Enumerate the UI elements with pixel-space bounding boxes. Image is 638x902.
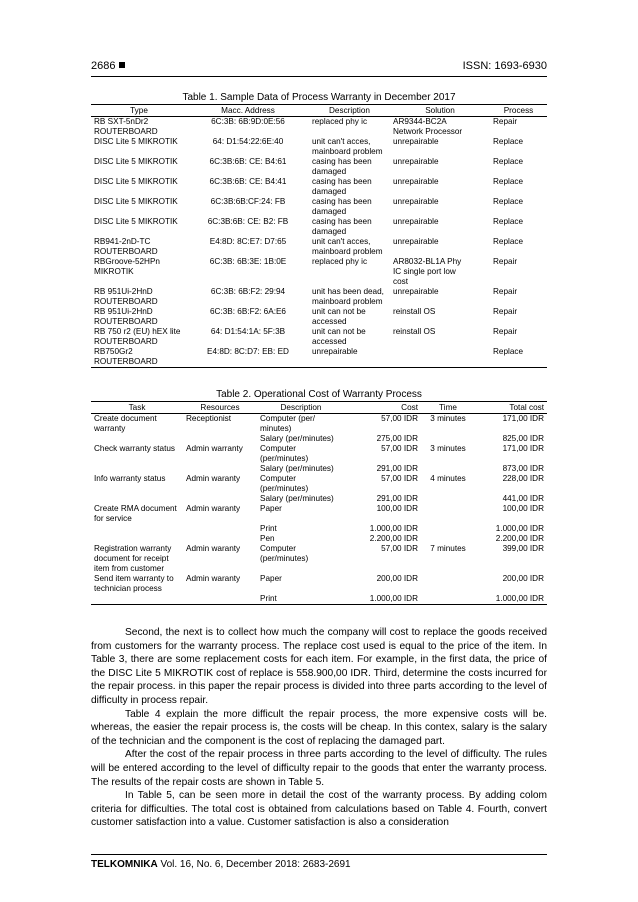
table-cell: DISC Lite 5 MIKROTIK: [94, 137, 178, 146]
table-cell: Registration warranty document for receipt item from customer: [94, 544, 172, 573]
paragraph: Table 4 explain the more difficult the repair process, the more expensive costs will be. whereas, the easier the repair process is, the costs will be cheap. In this contex, salary is the salary of the technician and the component is the cost of replacing the damaged part.: [91, 708, 547, 747]
table-row: [91, 544, 547, 574]
page-footer: [91, 859, 351, 870]
table-cell: 3 minutes: [430, 444, 466, 453]
table-row: [91, 287, 547, 307]
table-cell: [91, 434, 183, 444]
table-cell: 100,00 IDR: [376, 504, 418, 513]
table-cell: 291,00 IDR: [376, 494, 418, 503]
table-cell: Create document warranty: [94, 414, 157, 433]
table-cell: 1.000,00 IDR: [369, 524, 418, 533]
table-cell: Repair: [493, 307, 518, 316]
table-cell: E4:8D: 8C:E7: D7:65: [209, 237, 287, 246]
table-cell: 2.200,00 IDR: [495, 534, 544, 543]
table-cell: unit can not be accessed: [312, 307, 366, 326]
table-cell: 3 minutes: [430, 414, 466, 423]
table-cell: DISC Lite 5 MIKROTIK: [94, 177, 178, 186]
table-row: [91, 414, 547, 435]
table-cell: [91, 464, 183, 474]
table-cell: DISC Lite 5 MIKROTIK: [94, 157, 178, 166]
table-cell: Replace: [490, 347, 547, 368]
table-cell: Salary (per/minutes): [260, 434, 334, 443]
table-cell: Check warranty status: [94, 444, 175, 453]
table-cell: RB750Gr2 ROUTERBOARD: [91, 347, 187, 368]
table-cell: RB 951Ui-2HnD ROUTERBOARD: [94, 287, 158, 306]
table-cell: [183, 434, 257, 444]
footer-rule: [91, 854, 547, 855]
table-row: [91, 534, 547, 544]
table-cell: unrepairable: [393, 237, 439, 246]
table-cell: 100,00 IDR: [502, 504, 544, 513]
table-cell: 825,00 IDR: [502, 434, 544, 443]
column-header: Type: [91, 105, 187, 117]
table-row: [91, 464, 547, 474]
table-cell: 57,00 IDR: [381, 414, 418, 423]
table-cell: 6C:3B:6B:CF:24: FB: [210, 197, 286, 206]
table-cell: Paper: [260, 504, 282, 513]
table-cell: 171,00 IDR: [502, 444, 544, 453]
table-row: [91, 177, 547, 197]
table-cell: AR8032-BL1A Phy IC single port low cost: [393, 257, 462, 286]
table-cell: 873,00 IDR: [502, 464, 544, 473]
table-cell: [183, 464, 257, 474]
table-cell: [421, 464, 475, 474]
table-row: [91, 237, 547, 257]
table-cell: Admin warranty: [186, 444, 243, 453]
table-cell: casing has been damaged: [312, 217, 372, 236]
table-cell: RB 750 r2 (EU) hEX lite ROUTERBOARD: [94, 327, 181, 346]
table-row: [91, 217, 547, 237]
table-cell: 441,00 IDR: [502, 494, 544, 503]
table-cell: unrepairable: [393, 287, 439, 296]
table-cell: unit can't acces, mainboard problem: [312, 237, 383, 256]
table-cell: Repair: [493, 327, 518, 336]
column-header: Time: [421, 402, 475, 414]
table-row: [91, 327, 547, 347]
table-row: [91, 137, 547, 157]
table-cell: Admin waranty: [186, 544, 241, 553]
table-cell: reinstall OS: [393, 327, 436, 336]
table-cell: [91, 594, 183, 605]
table-row: [91, 494, 547, 504]
table-cell: Computer (per/minutes): [260, 444, 309, 463]
square-bullet-icon: [119, 62, 125, 68]
table-row: [91, 197, 547, 217]
table-cell: Print: [260, 524, 277, 533]
paragraph: In Table 5, can be seen more in detail the cost of the warranty process. By adding colom criteria for difficulties. The total cost is obtained from calculations based on Table 4. Fourth, convert customer satisfaction into a value. Customer satisfaction is also a consideration: [91, 790, 547, 829]
table-cell: casing has been damaged: [312, 157, 372, 176]
table-row: [91, 307, 547, 327]
table-cell: 57,00 IDR: [381, 544, 418, 553]
table-cell: Repair: [493, 287, 518, 296]
table-cell: unrepairable: [393, 157, 439, 166]
table-cell: Receptionist: [186, 414, 232, 423]
column-header: Solution: [390, 105, 490, 117]
table-cell: 275,00 IDR: [376, 434, 418, 443]
table-cell: 228,00 IDR: [502, 474, 544, 483]
table1: [91, 104, 547, 368]
table-cell: AR9344-BC2A Network Processor: [393, 117, 463, 136]
table-cell: Paper: [260, 574, 282, 583]
column-header: Task: [91, 402, 183, 414]
table-cell: [91, 534, 183, 544]
table-cell: Repair: [493, 117, 518, 126]
table-cell: replaced phy ic: [312, 117, 368, 126]
table-cell: Replace: [493, 197, 524, 206]
table-cell: [183, 534, 257, 544]
table-cell: unrepairable: [393, 177, 439, 186]
table-cell: casing has been damaged: [312, 197, 372, 216]
table-cell: unit has been dead, mainboard problem: [312, 287, 384, 306]
table-row: [91, 347, 547, 368]
table-cell: Admin waranty: [186, 574, 241, 583]
table-cell: Replace: [493, 217, 524, 226]
table-cell: 1.000,00 IDR: [475, 594, 547, 605]
table-cell: [421, 594, 475, 605]
table-cell: 200,00 IDR: [502, 574, 544, 583]
column-header: Macc. Address: [187, 105, 309, 117]
table-cell: RB SXT-5nDr2 ROUTERBOARD: [94, 117, 158, 136]
table-cell: Create RMA document for service: [94, 504, 177, 523]
table-cell: 57,00 IDR: [381, 444, 418, 453]
table-cell: 6C:3B:6B: CE: B4:61: [209, 157, 287, 166]
table-cell: 6C:3B: 6B:9D:0E:56: [211, 117, 285, 126]
table-cell: unrepairable: [393, 137, 439, 146]
citation: Vol. 16, No. 6, December 2018: 2683-2691: [160, 859, 351, 870]
table-cell: unit can not be accessed: [312, 327, 366, 346]
table-cell: Admin waranty: [186, 474, 241, 483]
table-cell: Replace: [493, 237, 524, 246]
table-cell: Info warranty status: [94, 474, 166, 483]
table1-caption: Table 1. Sample Data of Process Warranty in December 2017: [182, 92, 456, 103]
table-row: [91, 444, 547, 464]
journal-name: TELKOMNIKA: [91, 859, 158, 870]
table-cell: Admin waranty: [186, 504, 241, 513]
column-header: Cost: [345, 402, 421, 414]
table-cell: [421, 504, 475, 524]
table-cell: RB941-2nD-TC ROUTERBOARD: [94, 237, 158, 256]
table-cell: 171,00 IDR: [502, 414, 544, 423]
table-cell: DISC Lite 5 MIKROTIK: [94, 217, 178, 226]
table-cell: Replace: [493, 157, 524, 166]
table2: [91, 401, 547, 605]
table-cell: 6C:3B:6B: CE: B4:41: [209, 177, 287, 186]
table-cell: 4 minutes: [430, 474, 466, 483]
table-cell: unrepairable: [309, 347, 390, 368]
column-header: Total cost: [475, 402, 547, 414]
table-cell: Pen: [260, 534, 275, 543]
table-cell: replaced phy ic: [312, 257, 368, 266]
table-cell: Computer (per/minutes): [260, 544, 309, 563]
table-cell: 57,00 IDR: [381, 474, 418, 483]
table-cell: [183, 524, 257, 534]
table-row: [91, 524, 547, 534]
table-cell: 291,00 IDR: [376, 464, 418, 473]
table-cell: Salary (per/minutes): [260, 494, 334, 503]
column-header: Process: [490, 105, 547, 117]
table-cell: Computer (per/ minutes): [260, 414, 316, 433]
table-cell: 6C:3B: 6B:3E: 1B:0E: [209, 257, 287, 266]
table-cell: DISC Lite 5 MIKROTIK: [94, 197, 178, 206]
table-cell: [390, 347, 490, 368]
table-row: [91, 574, 547, 594]
paragraph: Second, the next is to collect how much the company will cost to replace the goods received from customers for the warranty process. The replace cost used is equal to the price of the item. In Table 3, there are some replacement costs for each item. For example, in the first data, the price of the DISC Lite 5 MIKROTIK cost of replace is 558.900,00 IDR. Third, determine the costs incurred for the repair process. in this paper the repair process is divided into three parts according to the level of difficulty in process repair.: [91, 627, 547, 706]
table-cell: RB 951Ui-2HnD ROUTERBOARD: [94, 307, 158, 326]
table-cell: 64: D1:54:1A: 5F:3B: [210, 327, 286, 336]
table-row: [91, 474, 547, 494]
table-row: [91, 257, 547, 287]
table-cell: 1.000,00 IDR: [495, 524, 544, 533]
table-cell: [421, 494, 475, 504]
table-cell: [91, 524, 183, 534]
table-cell: Send item warranty to technician process: [94, 574, 174, 593]
column-header: Description: [257, 402, 345, 414]
table-cell: unrepairable: [393, 197, 439, 206]
table-cell: Computer (per/minutes): [260, 474, 309, 493]
table-cell: 1.000,00 IDR: [345, 594, 421, 605]
table-cell: casing has been damaged: [312, 177, 372, 196]
paragraph: After the cost of the repair process in three parts according to the level of difficulty. The rules will be entered according to the level of difficulty repair to the goods that enter the warranty process. The results of the repair costs are shown in Table 5.: [91, 749, 547, 788]
issn: ISSN: 1693-6930: [462, 60, 547, 72]
body-text: [91, 626, 547, 830]
table-row: [91, 504, 547, 524]
table-cell: E4:8D: 8C:D7: EB: ED: [187, 347, 309, 368]
table-cell: Repair: [493, 257, 518, 266]
table-cell: reinstall OS: [393, 307, 436, 316]
table-cell: 200,00 IDR: [376, 574, 418, 583]
table-cell: [91, 494, 183, 504]
column-header: Description: [309, 105, 390, 117]
table-cell: 6C:3B:6B: CE: B2: FB: [207, 217, 289, 226]
table-cell: 6C:3B: 6B:F2: 29:94: [210, 287, 286, 296]
table-cell: [421, 574, 475, 594]
header-rule: [91, 76, 547, 77]
page-number: 2686: [91, 60, 125, 72]
table-cell: 7 minutes: [430, 544, 466, 553]
table-cell: Replace: [493, 137, 524, 146]
column-header: Resources: [183, 402, 257, 414]
table-row: [91, 117, 547, 138]
table-cell: [421, 524, 475, 534]
table-row: [91, 157, 547, 177]
table-row: [91, 594, 547, 605]
table-cell: [421, 434, 475, 444]
table-cell: 64: D1:54:22:6E:40: [212, 137, 284, 146]
table-cell: 399,00 IDR: [502, 544, 544, 553]
table-cell: [183, 494, 257, 504]
table-cell: Print: [257, 594, 345, 605]
table-cell: 2.200,00 IDR: [369, 534, 418, 543]
table-cell: unrepairable: [393, 217, 439, 226]
table2-caption: Table 2. Operational Cost of Warranty Process: [216, 389, 422, 400]
table-row: [91, 434, 547, 444]
table-cell: [421, 534, 475, 544]
table-cell: Salary (per/minutes): [260, 464, 334, 473]
table-cell: Replace: [493, 177, 524, 186]
table-cell: 6C:3B: 6B:F2: 6A:E6: [209, 307, 286, 316]
table-cell: [183, 594, 257, 605]
table-cell: RBGroove-52HPn MIKROTIK: [94, 257, 160, 276]
table-cell: unit can't acces, mainboard problem: [312, 137, 383, 156]
